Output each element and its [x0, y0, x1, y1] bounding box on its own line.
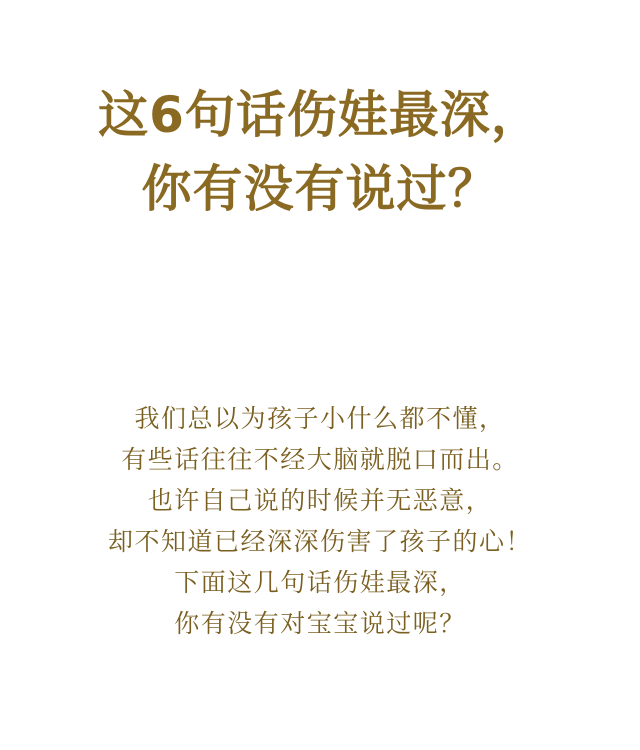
- body-line-4: 却不知道已经深深伤害了孩子的心！: [107, 527, 532, 556]
- title-line-1: 这6句话伤娃最深，: [98, 86, 542, 144]
- body-line-5: 下面这几句话伤娃最深，: [174, 568, 466, 597]
- body-line-1: 我们总以为孩子小什么都不懂，: [134, 404, 506, 433]
- body-line-3: 也许自己说的时候并无恶意，: [147, 486, 493, 515]
- poster-title: [0, 78, 640, 226]
- body-line-6: 你有没有对宝宝说过呢？: [174, 609, 466, 638]
- poster-body: [0, 398, 640, 644]
- body-line-2: 有些话往往不经大脑就脱口而出。: [121, 445, 519, 474]
- title-line-2: 你有没有说过？: [141, 160, 499, 218]
